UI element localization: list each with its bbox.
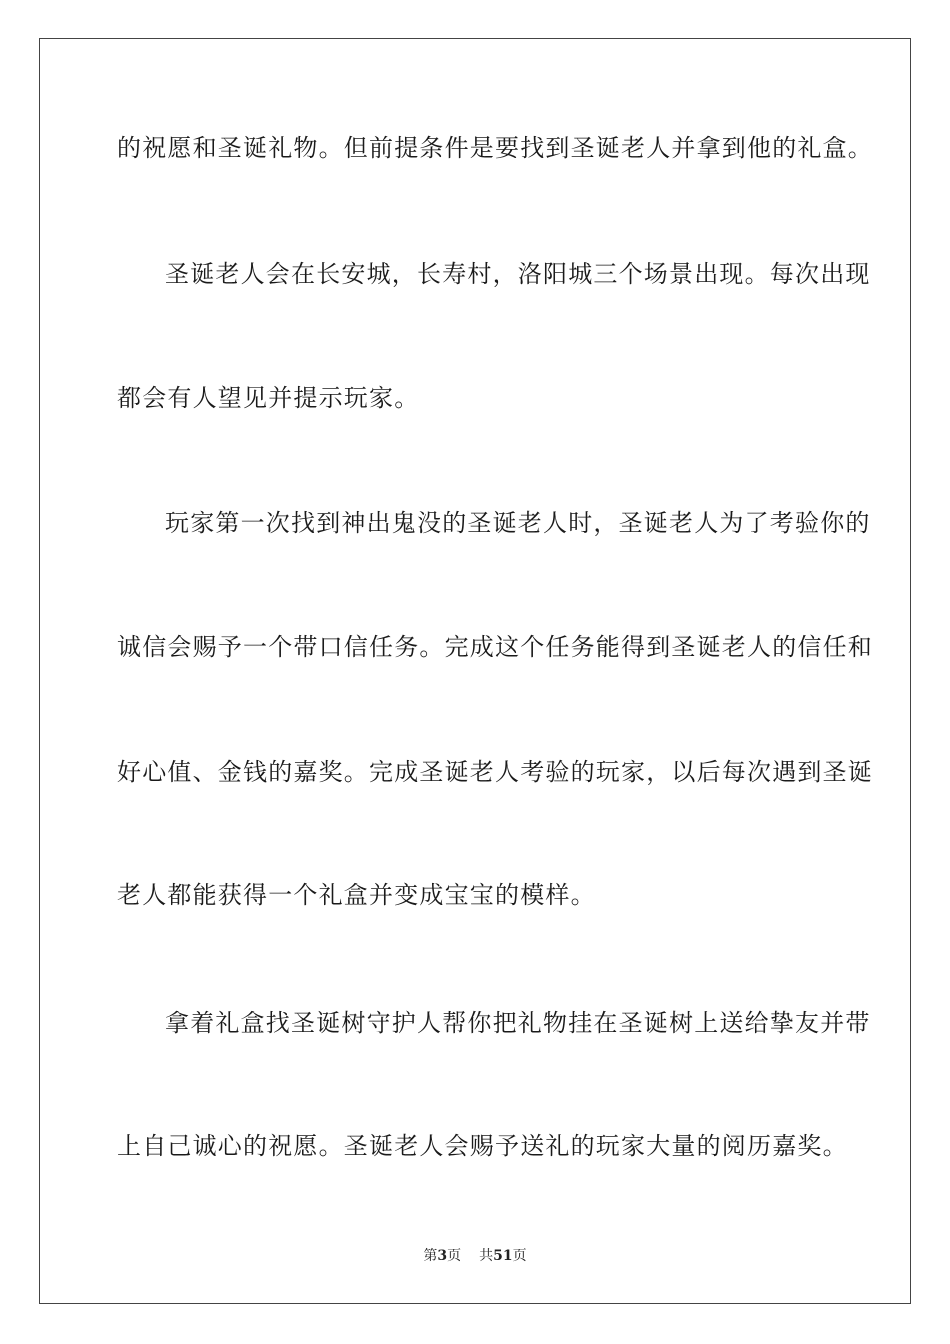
body-line-9: 上自己诚心的祝愿。圣诞老人会赐予送礼的玩家大量的阅历嘉奖。 — [117, 1132, 848, 1160]
body-line-6: 好心值、金钱的嘉奖。完成圣诞老人考验的玩家，以后每次遇到圣诞 — [117, 758, 873, 786]
page-footer — [0, 1247, 950, 1265]
footer-total-prefix: 共 — [479, 1248, 494, 1264]
body-line-8: 拿着礼盒找圣诞树守护人帮你把礼物挂在圣诞树上送给挚友并带 — [165, 1009, 871, 1037]
body-line-2: 圣诞老人会在长安城，长寿村，洛阳城三个场景出现。每次出现 — [165, 260, 871, 288]
body-line-4: 玩家第一次找到神出鬼没的圣诞老人时，圣诞老人为了考验你的 — [165, 509, 871, 537]
footer-page-suffix: 页 — [447, 1248, 462, 1264]
footer-page-prefix: 第 — [423, 1248, 438, 1264]
footer-total-suffix: 页 — [512, 1248, 527, 1264]
body-line-7: 老人都能获得一个礼盒并变成宝宝的模样。 — [117, 881, 596, 909]
body-line-5: 诚信会赐予一个带口信任务。完成这个任务能得到圣诞老人的信任和 — [117, 633, 873, 661]
footer-total-pages: 51 — [493, 1248, 513, 1264]
footer-page-number: 3 — [437, 1248, 448, 1264]
body-line-1: 的祝愿和圣诞礼物。但前提条件是要找到圣诞老人并拿到他的礼盒。 — [117, 134, 873, 162]
page-border — [39, 38, 911, 1304]
body-line-3: 都会有人望见并提示玩家。 — [117, 384, 420, 412]
